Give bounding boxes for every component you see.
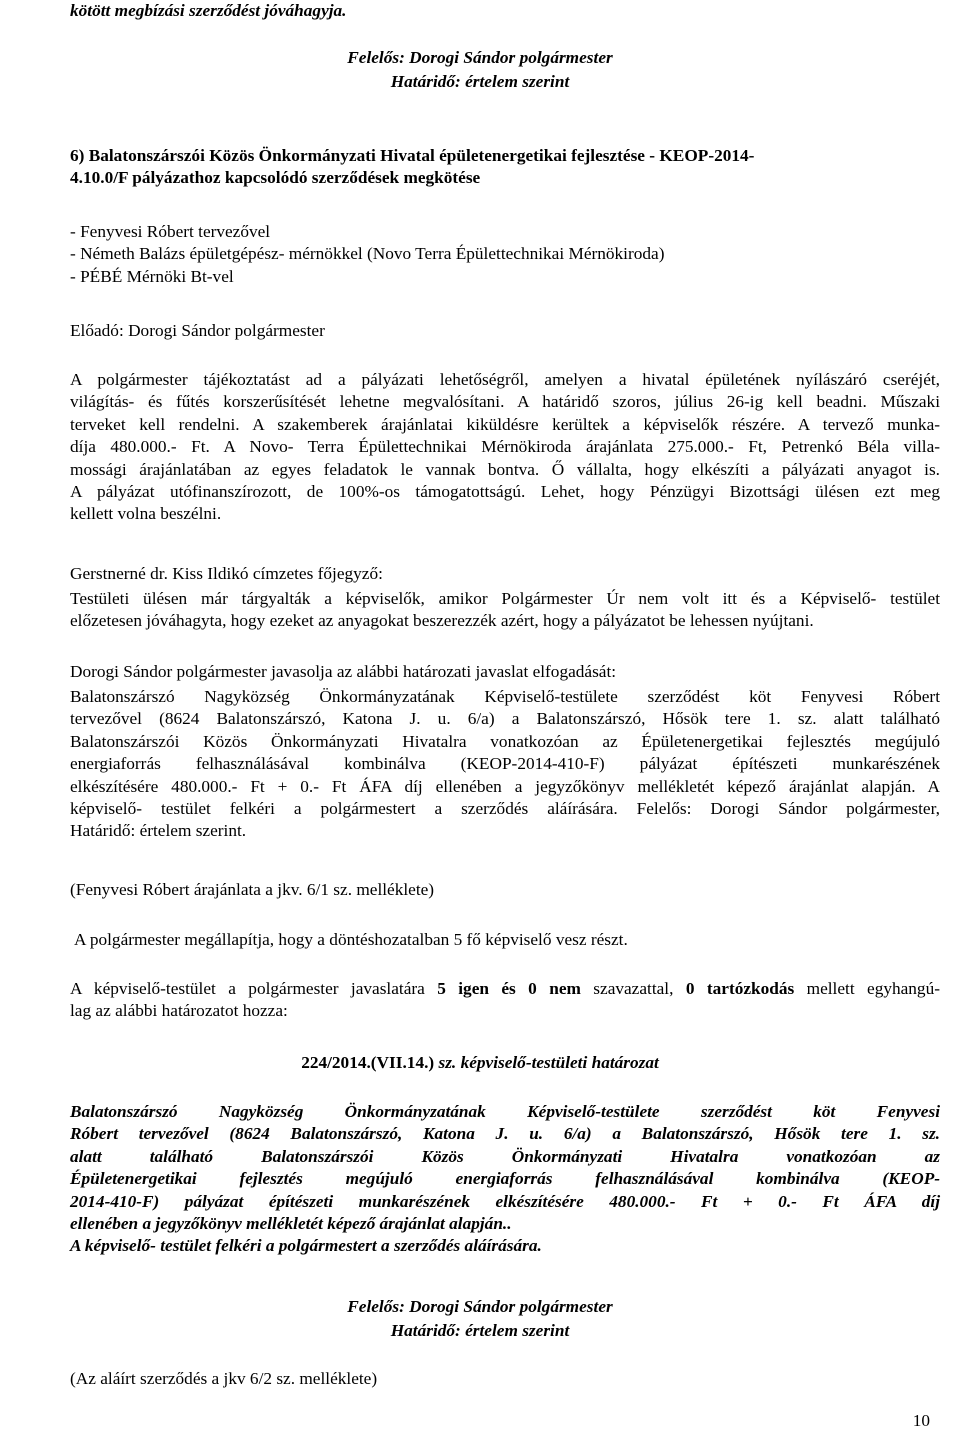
responsible-person: Felelős: Dorogi Sándor polgármester: [347, 1297, 613, 1316]
resolution-line: Róbert tervezővel (8624 Balatonszárszó, Katona J. u. 6/a) a Balatonszárszó, Hősök tere 1. sz.: [70, 1124, 940, 1144]
paragraph-line: képviselő- testület felkéri a polgármestert a szerződés aláírására. Felelős: Dorogi Sándor polgármester,: [70, 799, 940, 819]
paragraph-line: kellett volna beszélni.: [70, 504, 222, 524]
deadline: Határidő: értelem szerint: [390, 72, 570, 91]
paragraph-line: Határidő: értelem szerint.: [70, 821, 247, 841]
proposal-intro: Dorogi Sándor polgármester javasolja az alábbi határozati javaslat elfogadását:: [70, 662, 617, 681]
notary-paragraph: [70, 588, 940, 633]
paragraph-line: előzetesen jóváhagyta, hogy ezeket az anyagokat beszerezzék azért, hogy a pályázatot be lehessen nyújtani.: [70, 611, 814, 631]
resolution-line: Balatonszárszó Nagyközség Önkormányzatának Képviselő-testülete szerződést köt Fenyvesi: [70, 1102, 940, 1121]
resolution-line: Épületenergetikai fejlesztés megújuló energiaforrás felhasználásával kombinálva (KEOP-: [70, 1169, 940, 1189]
paragraph-line: Balatonszárszó Nagyközség Önkormányzatának Képviselő-testülete szerződést köt Fenyvesi Róbert: [70, 687, 940, 706]
responsible-person: Felelős: Dorogi Sándor polgármester: [347, 48, 613, 67]
vote-line: lag az alábbi határozatot hozza:: [70, 1001, 288, 1021]
vote-text: szavazattal,: [580, 979, 686, 998]
paragraph-line: elkészítésére 480.000.- Ft + 0.- Ft ÁFA díj ellenében a jegyzőkönyv mellékletét képező árajánlat alapján. A: [70, 776, 940, 796]
paragraph-line: A pályázat utófinanszírozott, de 100%-os támogatottságú. Lehet, hogy Pénzügyi Bizottsági ülésen ezt meg: [70, 482, 940, 502]
abstain-count: 0 tartózkodás: [685, 979, 795, 998]
paragraph-line: terveket kell rendelni. A szakemberek árajánlatai kiküldésre kerültek a képviselők részére. A tervező munka-: [70, 414, 940, 434]
deadline: Határidő: értelem szerint: [390, 1321, 570, 1340]
proposal-paragraph: [70, 686, 940, 843]
resolution-heading: [0, 1052, 960, 1074]
quorum-statement: A polgármester megállapítja, hogy a döntéshozatalban 5 fő képviselő vesz részt.: [74, 930, 628, 949]
paragraph-line: mossági árajánlatában az egyes feladatok le vannak bontva. Ő vállalta, hogy elkészíti a pályázati anyagot is.: [70, 459, 940, 479]
vote-line: [70, 978, 940, 1000]
list-item: - Németh Balázs épületgépész- mérnökkel (Novo Terra Épülettechnikai Mérnökiroda): [70, 244, 665, 264]
agenda-item-title-line: 4.10.0/F pályázathoz kapcsolódó szerződések megkötése: [70, 168, 481, 188]
resolution-line: ellenében a jegyzőkönyv mellékletét képező árajánlat alapján..: [70, 1214, 512, 1234]
agenda-item-title-line: 6) Balatonszárszói Közös Önkormányzati Hivatal épületenergetikai fejlesztése - KEOP-2014-: [70, 146, 755, 165]
vote-count: 5 igen és 0 nem: [437, 979, 581, 998]
agenda-item-title: [70, 145, 940, 190]
paragraph-line: világítás- és fűtés korszerűsítését lehetne megvalósítani. A határidő szoros, július 26-ig kell beadni. Műszaki: [70, 392, 940, 412]
vote-text: A képviselő-testület a polgármester javaslatára: [70, 979, 438, 998]
list-item: - PÉBÉ Mérnöki Bt-vel: [70, 266, 234, 286]
paragraph-line: A polgármester tájékoztatást ad a pályázati lehetőségről, amelyen a hivatal épületének nyílászáró cseréjét,: [70, 370, 940, 389]
resolution-line: 2014-410-F) pályázat építészeti munkarészének elkészítésére 480.000.- Ft + 0.- Ft ÁFA díj: [70, 1191, 940, 1211]
attachment-note: (Az aláírt szerződés a jkv 6/2 sz. melléklete): [70, 1369, 378, 1388]
paragraph-line: díja 480.000.- Ft. A Novo- Terra Épülettechnikai Mérnökiroda árajánlata 275.000.- Ft, Petrenkó Béla villa-: [70, 437, 940, 457]
paragraph-line: energiaforrás felhasználásával kombinálva (KEOP-2014-410-F) pályázat építészeti munkarészének: [70, 754, 940, 774]
page-number: 10: [912, 1411, 930, 1430]
list-item: - Fenyvesi Róbert tervezővel: [70, 222, 271, 241]
mayor-briefing-paragraph: [70, 369, 940, 526]
paragraph-line: Balatonszárszói Közös Önkormányzati Hivatalra vonatkozóan az Épületenergetikai fejlesztés megújuló: [70, 731, 940, 751]
contracts-list: [70, 221, 940, 288]
presenter-line: Előadó: Dorogi Sándor polgármester: [70, 321, 325, 340]
vote-text: mellett egyhangú-: [794, 979, 940, 998]
paragraph-line: tervezővel (8624 Balatonszárszó, Katona J. u. 6/a) a Balatonszárszó, Hősök tere 1. sz. alatt található: [70, 709, 940, 729]
resolution-line: A képviselő- testület felkéri a polgármestert a szerződés aláírására.: [70, 1236, 542, 1256]
resolution-line: alatt található Balatonszárszói Közös Önkormányzati Hivatalra vonatkozóan az: [70, 1146, 940, 1166]
resolution-text: [70, 1101, 940, 1258]
resolution-number: 224/2014.(VII.14.): [301, 1053, 435, 1072]
attachment-note: (Fenyvesi Róbert árajánlata a jkv. 6/1 sz. melléklete): [70, 880, 435, 899]
previous-item-fragment: kötött megbízási szerződést jóváhagyja.: [70, 1, 347, 20]
speaker-heading: Gerstnerné dr. Kiss Ildikó címzetes főjegyző:: [70, 564, 383, 583]
resolution-title: sz. képviselő-testületi határozat: [434, 1053, 659, 1072]
paragraph-line: Testületi ülésen már tárgyalták a képviselők, amikor Polgármester Úr nem volt itt és a Képviselő- testület: [70, 589, 940, 608]
vote-paragraph: [70, 978, 940, 1023]
